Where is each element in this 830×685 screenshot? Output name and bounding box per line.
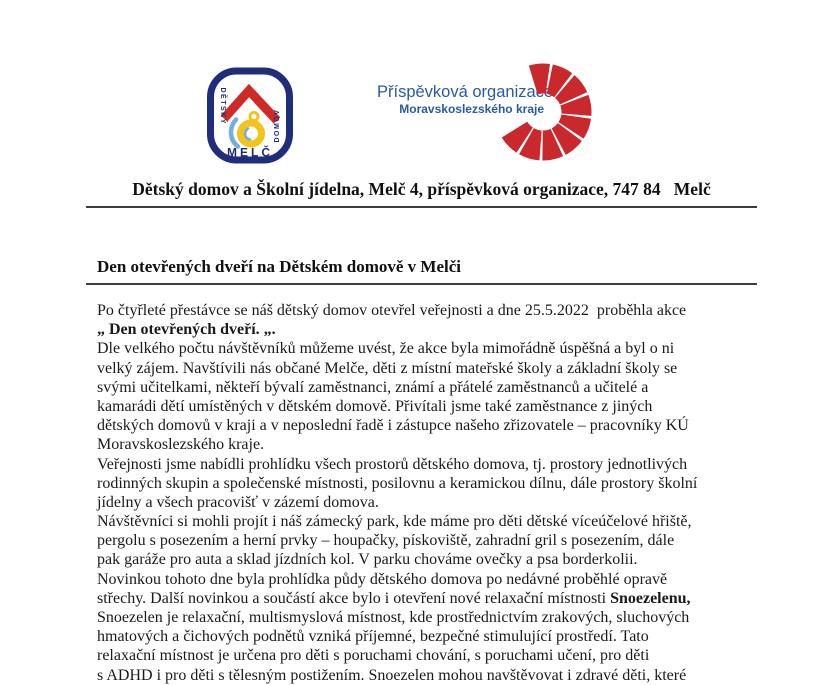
mskraj-arc-icon (493, 62, 593, 162)
melc-logo-name: MELČ (227, 145, 273, 160)
melc-logo (205, 67, 295, 165)
body-line: rodinných skupin a společenské místnosti, posilovnu a keramickou dílnu, dále prostory školní (97, 474, 698, 492)
body-line: Novinkou tohoto dne byla prohlídka půdy dětského domova po nedávné proběhlé opravě (97, 570, 668, 588)
body-line: relaxační místnost je určena pro děti s poruchami chování, s poruchami učení, pro děti (97, 647, 650, 665)
body-text (97, 301, 757, 685)
body-line: velký zájem. Navštívili nás občané Melče, děti z místní mateřské školy a základní školy se (97, 359, 678, 377)
org-region: Moravskoslezského kraje (399, 102, 544, 116)
body-line: Moravskoslezského kraje. (97, 436, 265, 454)
body-line: Návštěvníci si mohli projít i náš zámecký park, kde máme pro děti dětské víceúčelové hřiště, (97, 513, 692, 531)
body-line: kamarádi dětí umístěných v dětském domově. Přivítali jsme také zaměstnance z jiných (97, 397, 653, 415)
body-line: dětských domovů v kraji a v neposlední řadě i zástupce našeho zřizovatele – pracovníky KÚ (97, 417, 689, 435)
article-heading-text: Den otevřených dveří na Dětském domově v Melči (97, 257, 462, 276)
body-line: „ Den otevřených dveří. „. (97, 321, 276, 339)
document-title: Dětský domov a Školní jídelna, Melč 4, příspěvková organizace, 747 84 Melč (132, 179, 711, 199)
body-line: hmatových a čichových podnětů vzniká příjemné, bezpečné stimulující prostředí. Tato (97, 628, 649, 646)
body-line: Veřejnosti jsme nabídli prohlídku všech prostorů dětského domova, tj. prostory jednotlivých (97, 455, 688, 473)
body-line: pergolu s posezením a herní prvky – houpačky, pískoviště, zahradní gril s posezením, dále (97, 532, 675, 550)
body-line: Po čtyřleté přestávce se náš dětský domov otevřel veřejnosti a dne 25.5.2022 proběhla akce (97, 302, 687, 319)
body-line: Snoezelen je relaxační, multismyslová místnost, kde prostřednictvím zrakových, sluchových (97, 609, 690, 626)
body-line: Dle velkého počtu návštěvníků můžeme uvést, že akce byla mimořádně úspěšná a byl o ni (97, 340, 675, 358)
article-heading (86, 258, 757, 285)
body-line: střechy. Další novinkou a součástí akce bylo i otevření nové relaxační místnosti Snoezelenu, (97, 589, 691, 607)
org-name: Příspěvková organizace (377, 83, 554, 101)
title-divider (86, 206, 757, 208)
body-line: pak garáže pro auta a sklad jízdních kol. V parku chováme ovečky a psa borderkolii. (97, 551, 638, 569)
body-line: s ADHD i pro děti s tělesným postižením. Snoezelen mohou navštěvovat i zdravé děti, které (97, 666, 687, 684)
body-line: svými učitelkami, někteří bývalí zaměstnanci, známí a přátelé zaměstnanců a učitelé a (97, 378, 649, 396)
melc-logo-left-word: DĚTSKÝ (219, 87, 226, 125)
body-line: jídelny a všech pracovišť v zázemí domova. (97, 493, 379, 511)
melc-logo-right-word: DOMOV (274, 108, 281, 143)
arc-segments (501, 70, 585, 154)
